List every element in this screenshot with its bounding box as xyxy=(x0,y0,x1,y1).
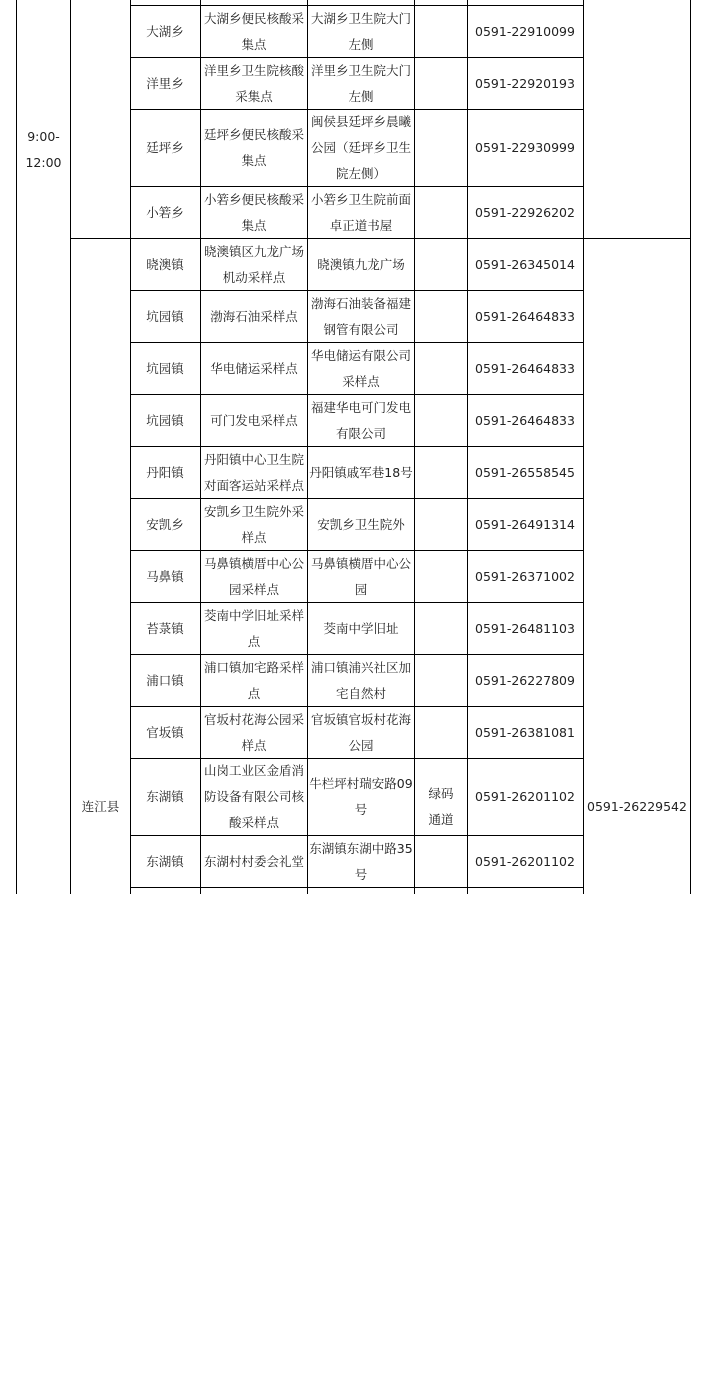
area-cell: 东湖镇 xyxy=(146,853,184,869)
site-name-cell: 大湖乡便民核酸采集点 xyxy=(203,10,304,52)
area-cell: 坑园镇 xyxy=(146,360,184,376)
site-name-cell: 茭南中学旧址采样点 xyxy=(203,607,304,649)
phone-cell: 0591-26491314 xyxy=(475,516,575,532)
site-name-cell: 东湖村村委会礼堂 xyxy=(203,853,304,869)
area-cell: 小箬乡 xyxy=(146,204,184,220)
address-cell: 大湖乡卫生院大门左侧 xyxy=(310,10,411,52)
phone-cell: 0591-26201102 xyxy=(475,853,575,869)
area-cell: 坑园镇 xyxy=(146,308,184,324)
site-name-cell: 山岗工业区金盾消防设备有限公司核酸采样点 xyxy=(203,763,304,830)
phone-cell: 0591-22930999 xyxy=(475,140,575,155)
site-name-cell: 洋里乡卫生院核酸采集点 xyxy=(203,62,304,104)
phone-cell: 0591-26464833 xyxy=(475,360,575,376)
phone-cell: 0591-26381081 xyxy=(475,724,575,740)
site-name-cell: 小箬乡便民核酸采集点 xyxy=(203,191,304,233)
area-cell: 洋里乡 xyxy=(146,75,184,91)
area-cell: 马鼻镇 xyxy=(146,568,184,584)
site-name-cell: 渤海石油采样点 xyxy=(210,308,298,324)
address-cell: 洋里乡卫生院大门左侧 xyxy=(310,62,411,104)
address-cell: 小箬乡卫生院前面卓正道书屋 xyxy=(310,191,411,233)
area-cell: 安凯乡 xyxy=(146,516,184,532)
address-cell: 丹阳镇戚军巷18号 xyxy=(309,464,413,480)
site-name-cell: 浦口镇加宅路采样点 xyxy=(203,659,304,701)
phone-cell: 0591-26464833 xyxy=(475,412,575,428)
area-cell: 大湖乡 xyxy=(146,23,184,39)
address-cell: 福建华电可门发电有限公司 xyxy=(310,399,411,441)
phone-cell: 0591-26464833 xyxy=(475,308,575,324)
address-cell: 闽侯县廷坪乡晨曦公园（廷坪乡卫生院左侧） xyxy=(310,114,411,181)
address-cell: 安凯乡卫生院外 xyxy=(317,516,405,532)
phone-cell: 0591-26481103 xyxy=(475,620,575,636)
county-cell xyxy=(71,239,130,1375)
phone-cell: 0591-26227809 xyxy=(475,672,575,688)
address-cell: 晓澳镇九龙广场 xyxy=(317,256,405,272)
phone-cell: 0591-26558545 xyxy=(475,464,575,480)
green-code-label: 绿码通道 xyxy=(428,786,454,827)
phone-cell: 0591-22910099 xyxy=(475,23,575,39)
address-cell: 华电储运有限公司采样点 xyxy=(310,347,411,389)
address-cell: 官坂镇官坂村花海公园 xyxy=(310,711,411,753)
area-cell: 东湖镇 xyxy=(146,789,184,804)
address-cell: 牛栏坪村瑞安路09号 xyxy=(309,776,413,817)
area-cell: 廷坪乡 xyxy=(146,140,184,155)
county-label: 连江县 xyxy=(81,799,120,814)
area-cell: 浦口镇 xyxy=(146,672,184,688)
site-name-cell: 丹阳镇中心卫生院对面客运站采样点 xyxy=(203,451,304,493)
address-cell: 渤海石油装备福建钢管有限公司 xyxy=(310,295,411,337)
county-phone-label: 0591-26229542 xyxy=(587,799,687,814)
phone-cell: 0591-22920193 xyxy=(475,75,575,91)
area-cell: 丹阳镇 xyxy=(146,464,184,480)
time-slot-cell: 9:00-12:00 xyxy=(25,129,62,170)
area-cell: 坑园镇 xyxy=(146,412,184,428)
county-phone-cell xyxy=(584,239,690,1375)
area-cell: 苔菉镇 xyxy=(146,620,184,636)
area-cell: 晓澳镇 xyxy=(146,256,184,272)
site-name-cell: 晓澳镇区九龙广场机动采样点 xyxy=(203,243,304,285)
address-cell: 东湖镇东湖中路35号 xyxy=(309,840,413,882)
site-name-cell: 官坂村花海公园采样点 xyxy=(203,711,304,753)
site-name-cell: 可门发电采样点 xyxy=(210,412,298,428)
site-name-cell: 安凯乡卫生院外采样点 xyxy=(203,503,304,545)
phone-cell: 0591-26201102 xyxy=(475,789,575,804)
address-cell: 马鼻镇横厝中心公园 xyxy=(310,555,411,597)
green-code-cell xyxy=(415,239,467,1375)
site-name-cell: 马鼻镇横厝中心公园采样点 xyxy=(203,555,304,597)
area-cell: 官坂镇 xyxy=(146,724,184,740)
phone-cell: 0591-22926202 xyxy=(475,204,575,220)
phone-cell: 0591-26345014 xyxy=(475,256,575,272)
address-cell: 浦口镇浦兴社区加宅自然村 xyxy=(310,659,411,701)
site-name-cell: 廷坪乡便民核酸采集点 xyxy=(203,127,304,168)
phone-cell: 0591-26371002 xyxy=(475,568,575,584)
address-cell: 茭南中学旧址 xyxy=(323,620,399,636)
site-name-cell: 华电储运采样点 xyxy=(210,360,298,376)
